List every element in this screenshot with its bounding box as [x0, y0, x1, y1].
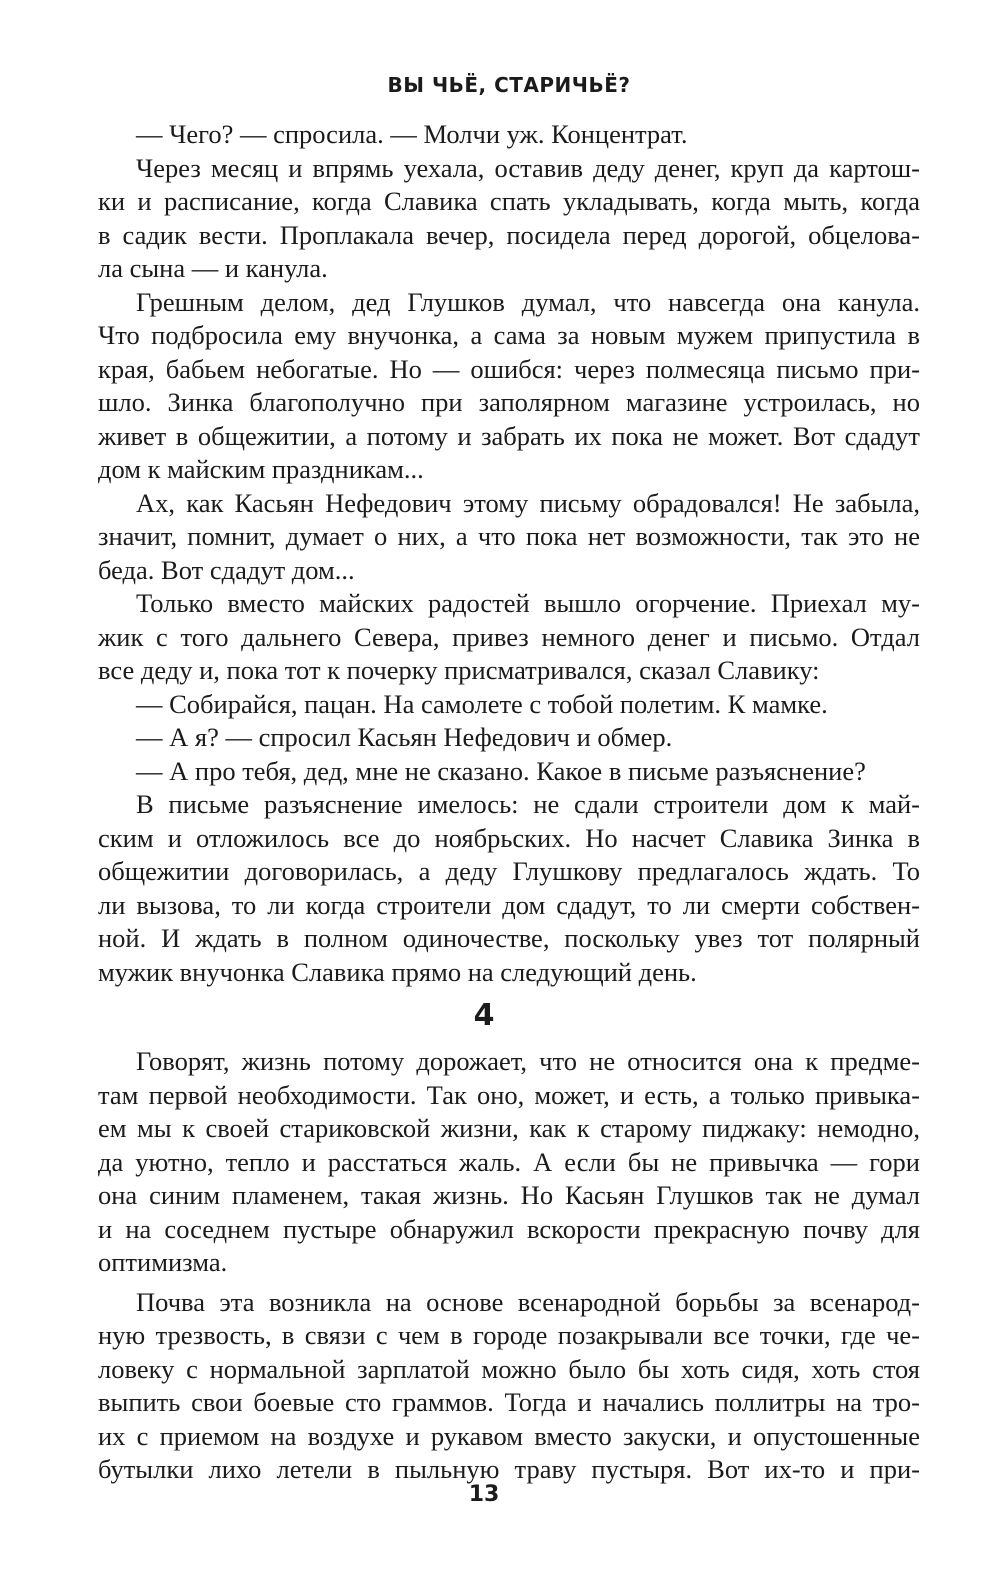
text-line: дом к майским праздникам...: [98, 454, 424, 484]
text-block-2: [98, 1045, 920, 1487]
text-line: бутылки лихо летели в пыльную траву пустыря. Вот их-то и при-: [98, 1454, 920, 1484]
text-line: ла сына — и канула.: [98, 253, 328, 283]
text-line: их с приемом на воздухе и рукавом вместо закуски, и опустошенные: [98, 1420, 920, 1451]
text-line: выпить свои боевые сто граммов. Тогда и начались поллитры на тро-: [98, 1387, 920, 1417]
text-line: общежитии договорилась, а деду Глушкову предлагалось ждать. То: [98, 856, 920, 886]
text-line: там первой необходимости. Так оно, может, и есть, а только привыка-: [98, 1079, 920, 1110]
text-block-1: [98, 118, 920, 989]
text-line: ловеку с нормальной зарплатой можно было бы хоть сидя, хоть стоя: [98, 1353, 920, 1384]
paragraph: [98, 1286, 920, 1487]
text-line: ной. И ждать в полном одиночестве, поскольку увез тот полярный: [98, 923, 920, 953]
text-line: ки и расписание, когда Славика спать укладывать, когда мыть, когда: [98, 186, 920, 216]
chapter-number: 4: [473, 998, 495, 1033]
text-line: Что подбросила ему внучонка, а сама за новым мужем припустила в: [98, 320, 920, 350]
text-line: Только вместо майских радостей вышло огорчение. Приехал му-: [136, 588, 920, 618]
text-line: мужик внучонка Славика прямо на следующий день.: [98, 956, 697, 987]
text-line: Ах, как Касьян Нефедович этому письму обрадовался! Не забыла,: [136, 487, 920, 518]
paragraph: [136, 721, 920, 755]
page-number: 13: [468, 1482, 500, 1507]
paragraph: [98, 487, 920, 588]
text-line: — Чего? — спросила. — Молчи уж. Концентрат.: [136, 119, 688, 149]
text-line: она синим пламенем, такая жизнь. Но Касьян Глушков так не думал: [98, 1180, 920, 1210]
text-line: Говорят, жизнь потому дорожает, что не относится она к предме-: [136, 1046, 920, 1076]
text-line: беда. Вот сдадут дом...: [98, 554, 355, 585]
paragraph: [98, 152, 920, 286]
book-page: [98, 0, 920, 1584]
text-line: живет в общежитии, а потому и забрать их пока не может. Вот сдадут: [98, 420, 920, 451]
text-line: Почва эта возникла на основе всенародной борьбы за всенарод-: [136, 1286, 920, 1317]
text-line: Грешным делом, дед Глушков думал, что навсегда она канула.: [136, 286, 920, 317]
text-line: В письме разъяснение имелось: не сдали строители дом к май-: [136, 789, 920, 819]
text-line: — Собирайся, пацан. На самолете с тобой полетим. К мамке.: [136, 688, 828, 719]
paragraph: [98, 1045, 920, 1280]
text-line: — А про тебя, дед, мне не сказано. Какое в письме разъяснение?: [136, 755, 866, 786]
text-line: оптимизма.: [98, 1247, 228, 1277]
text-line: Через месяц и впрямь уехала, оставив деду денег, круп да картош-: [136, 152, 920, 183]
paragraph: [136, 755, 920, 789]
text-line: все деду и, пока тот к почерку присматривался, сказал Славику:: [98, 655, 820, 685]
paragraph: [98, 788, 920, 989]
text-line: в садик вести. Проплакала вечер, посидела перед дорогой, обцелова-: [98, 219, 920, 250]
paragraph: [136, 118, 920, 152]
text-line: ли вызова, то ли когда строители дом сдадут, то ли смерти собствен-: [98, 889, 920, 920]
text-line: да уютно, тепло и расстаться жаль. А если бы не привычка — гори: [98, 1146, 920, 1177]
text-line: края, бабьем небогатые. Но — ошибся: через полмесяца письмо при-: [98, 353, 920, 384]
paragraph: [98, 587, 920, 688]
text-line: и на соседнем пустыре обнаружил вскорости прекрасную почву для: [98, 1213, 920, 1244]
text-line: жик с того дальнего Севера, привез немного денег и письмо. Отдал: [98, 621, 920, 652]
text-line: ским и отложилось все до ноябрьских. Но насчет Славика Зинка в: [98, 822, 920, 853]
text-line: значит, помнит, думает о них, а что пока нет возможности, так это не: [98, 521, 920, 551]
text-line: шло. Зинка благополучно при заполярном магазине устроилась, но: [98, 387, 920, 417]
running-head-title: ВЫ ЧЬЁ, СТАРИЧЬЁ?: [387, 73, 631, 97]
text-line: ную трезвость, в связи с чем в городе позакрывали все точки, где че-: [98, 1320, 920, 1350]
text-line: ем мы к своей стариковской жизни, как к старому пиджаку: немодно,: [98, 1113, 920, 1143]
paragraph: [136, 688, 920, 722]
paragraph: [98, 286, 920, 487]
text-line: — А я? — спросил Касьян Нефедович и обмер.: [136, 722, 673, 752]
